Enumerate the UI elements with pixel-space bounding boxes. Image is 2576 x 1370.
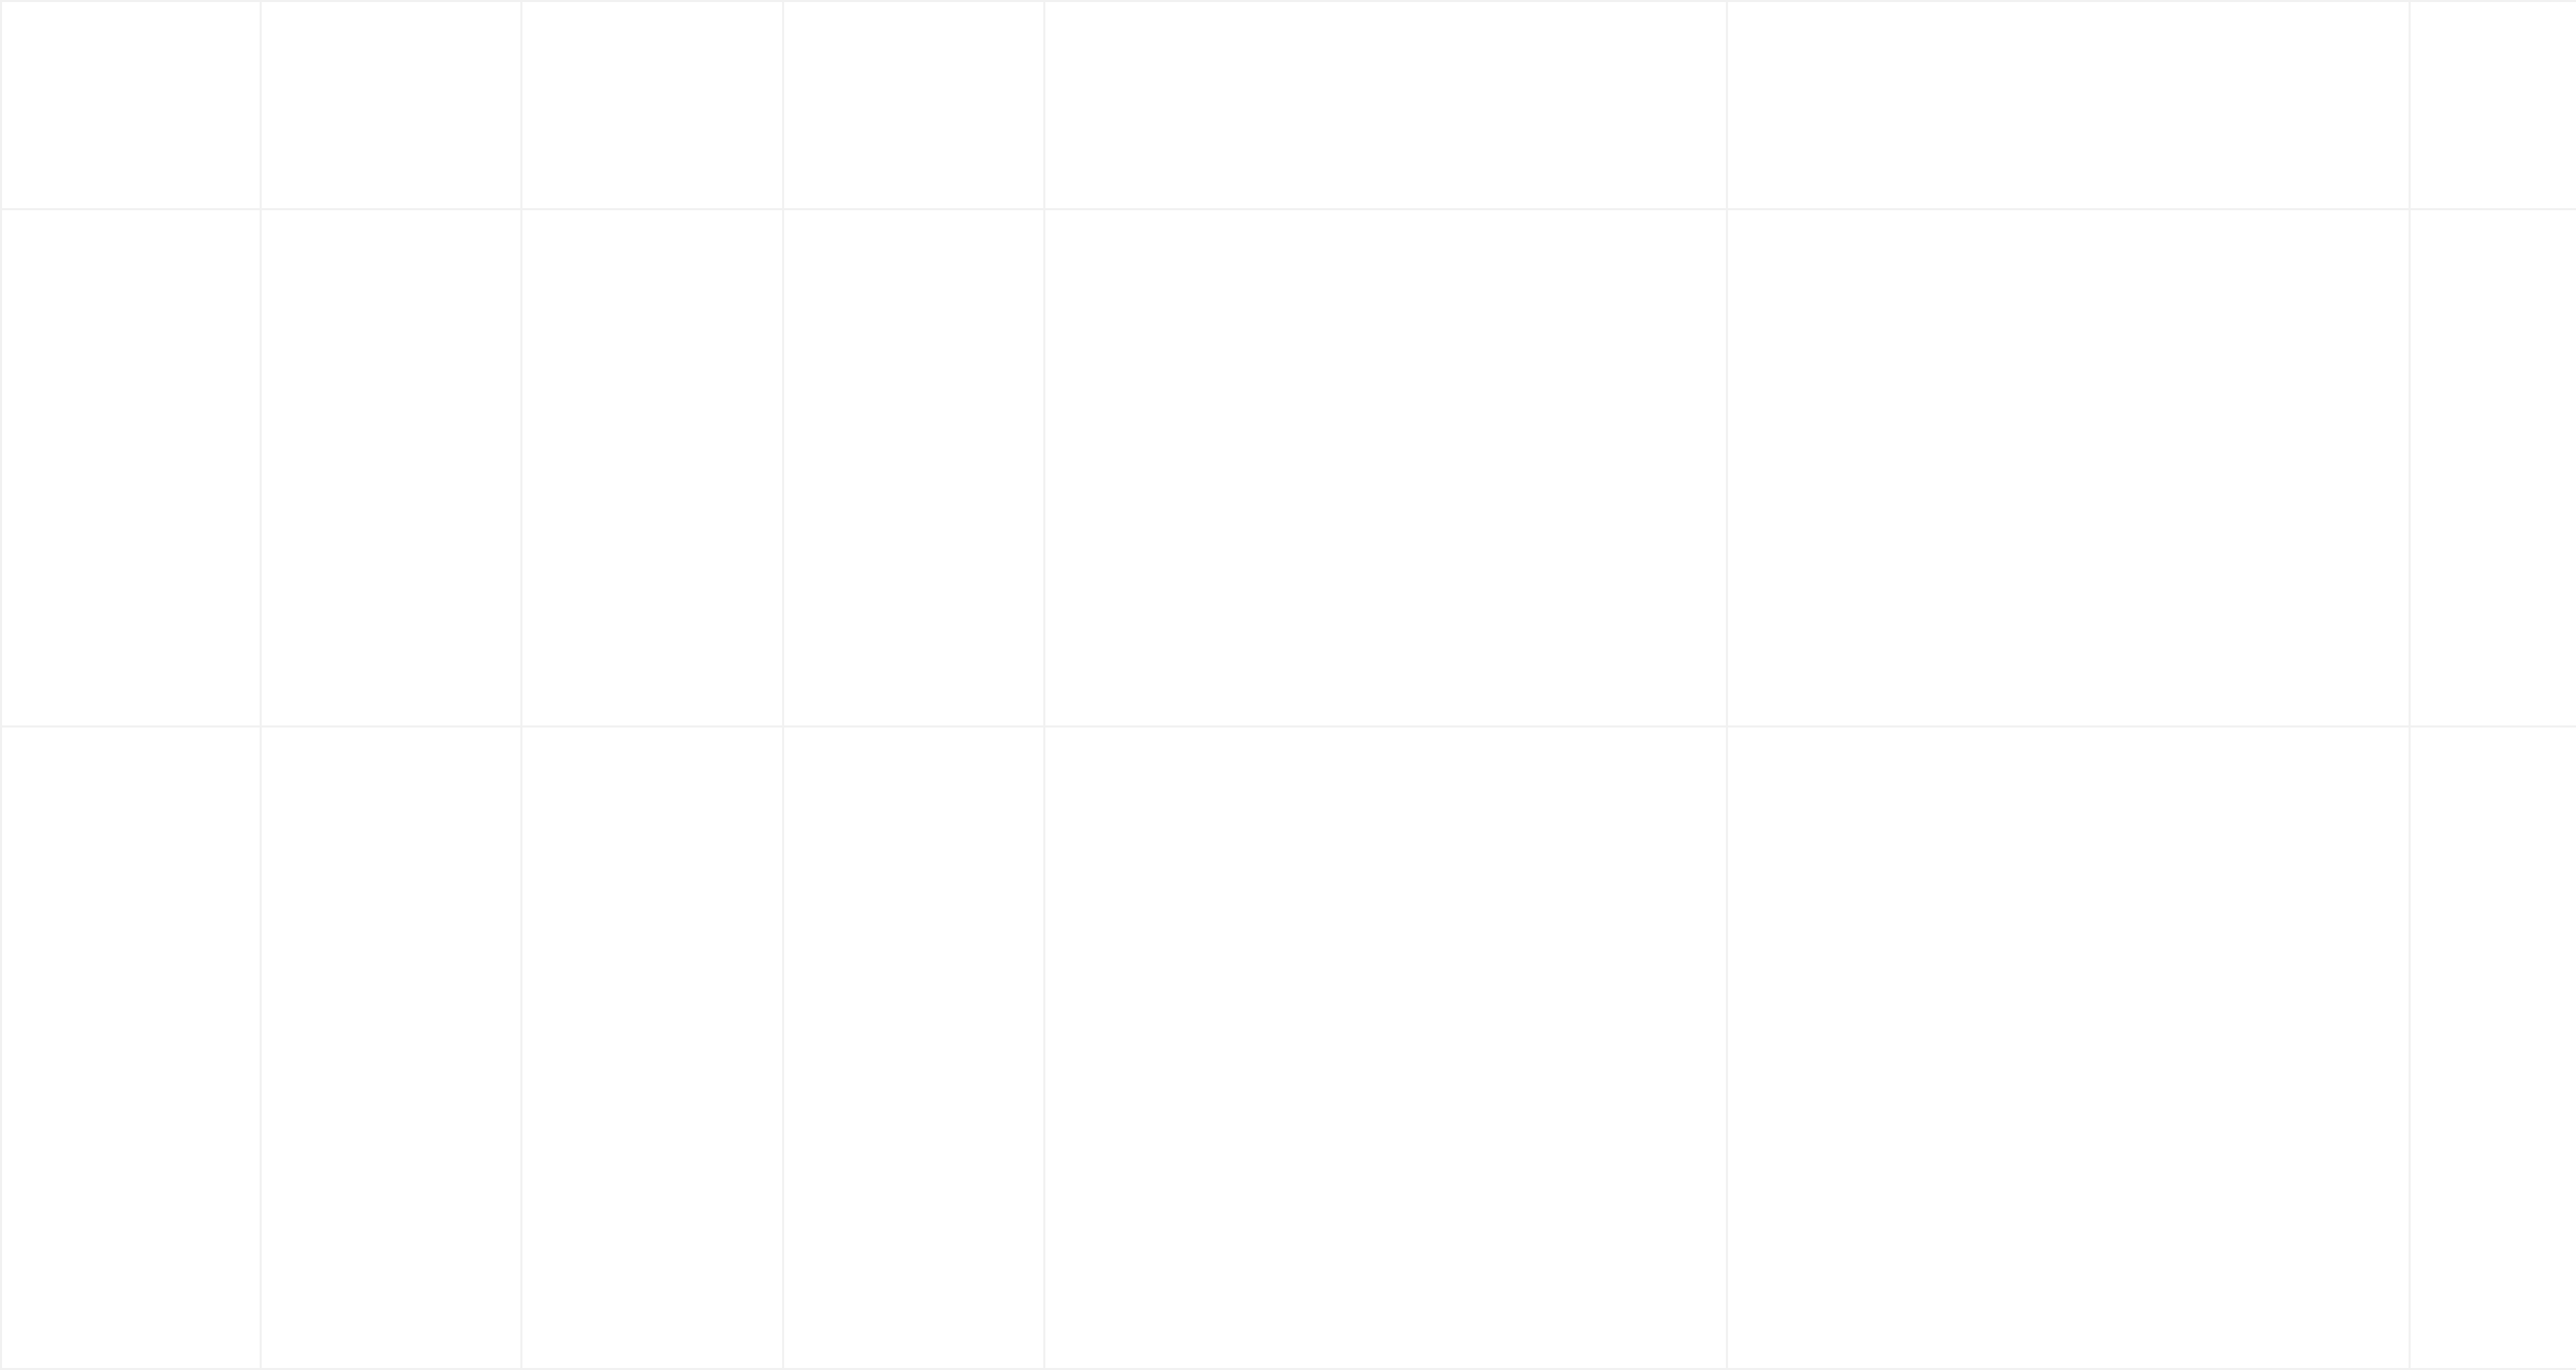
table-cell[interactable]: [1, 726, 261, 1369]
table-cell[interactable]: [521, 726, 783, 1369]
table-cell[interactable]: [521, 1, 783, 209]
table-cell[interactable]: [1, 209, 261, 726]
table-cell[interactable]: [261, 726, 521, 1369]
table-cell[interactable]: [1044, 1, 1727, 209]
table-cell[interactable]: [783, 1, 1044, 209]
table-cell[interactable]: [1727, 1, 2410, 209]
table-row: [1, 726, 2576, 1369]
table-cell[interactable]: [2410, 1, 2576, 209]
table-cell[interactable]: [521, 209, 783, 726]
table-cell[interactable]: [1727, 209, 2410, 726]
table-row: [1, 209, 2576, 726]
table-cell[interactable]: [783, 209, 1044, 726]
table-cell[interactable]: [2410, 209, 2576, 726]
table-cell[interactable]: [783, 726, 1044, 1369]
table-cell[interactable]: [1044, 209, 1727, 726]
table-header-row: [1, 1, 2576, 209]
table-cell[interactable]: [261, 1, 521, 209]
table-cell[interactable]: [261, 209, 521, 726]
table-cell[interactable]: [1, 1, 261, 209]
table-cell[interactable]: [1727, 726, 2410, 1369]
table-cell[interactable]: [1044, 726, 1727, 1369]
table-cell[interactable]: [2410, 726, 2576, 1369]
